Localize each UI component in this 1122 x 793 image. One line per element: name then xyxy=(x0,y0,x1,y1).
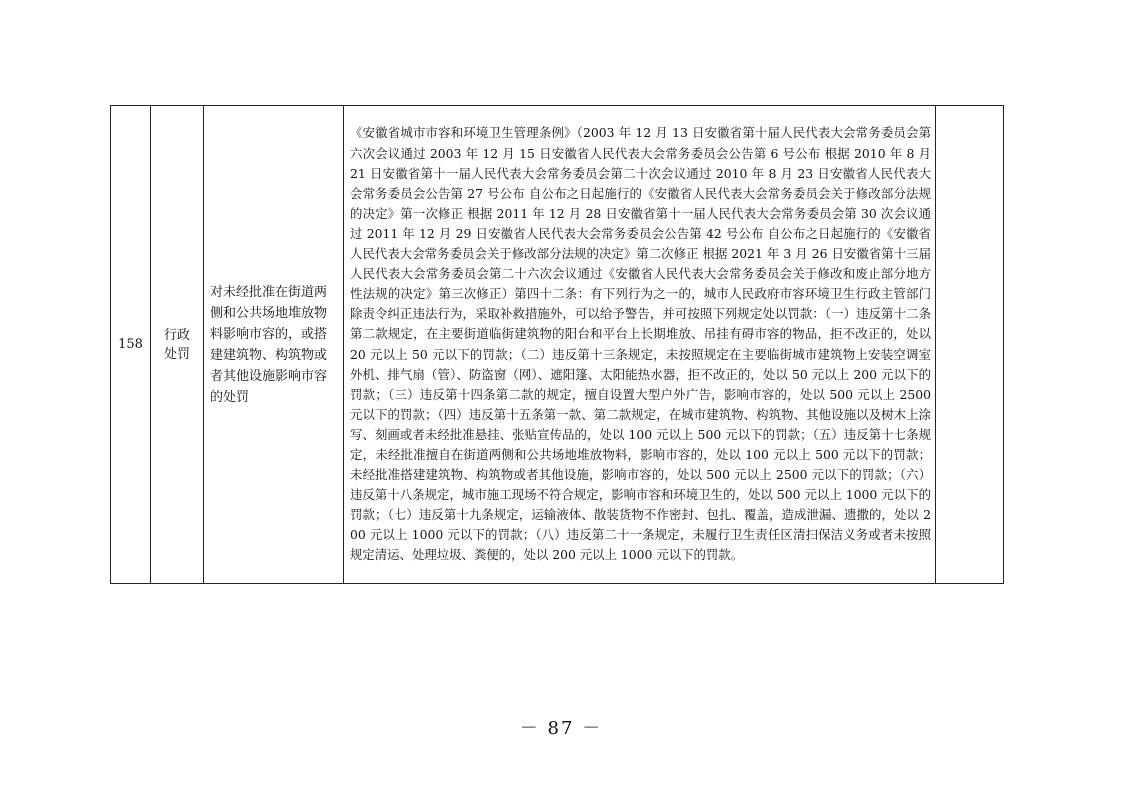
category-cell xyxy=(151,106,204,584)
table-row xyxy=(111,106,1004,584)
power-category: 行政处罚 xyxy=(163,327,190,362)
item-name-cell xyxy=(204,106,344,584)
legal-basis-cell xyxy=(344,106,936,584)
item-name: 对未经批准在街道两侧和公共场地堆放物料影响市容的，或搭建建筑物、构筑物或者其他设施影响市容的处罚 xyxy=(210,284,328,405)
legal-basis-text: 《安徽省城市市容和环境卫生管理条例》（2003 年 12 月 13 日安徽省第十届人民代表大会常务委员会第六次会议通过 2003 年 12 月 15 日安徽省人民代表大会常务委员会公告第 6 号公布 根据 2010 年 8 月 21 日安徽省第十一届人民代表大会常务委员会第二十次会议通过 2010 年 8 月 23 日安徽省人民代表大会常务委员会公告第 27 号公布 自公布之日起施行的《安徽省人民代表大会常务委员会关于修改部分法规的决定》第一次修正 根据 2011 年 12 月 28 日安徽省第十一届人民代表大会常务委员会第 30 次会议通过 2011 年 12 月 29 日安徽省人民代表大会常务委员会公告第 42 号公布 自公布之日起施行的《安徽省人民代表大会常务委员会关于修改部分法规的决定》第二次修正 根据 2021 年 3 月 26 日安徽省第十三届人民代表大会常务委员会第二十六次会议通过《安徽省人民代表大会常务委员会关于修改和废止部分地方性法规的决定》第三次修正）第四十二条：有下列行为之一的，城市人民政府市容环境卫生行政主管部门除责令纠正违法行为，采取补救措施外，可以给予警告，并可按照下列规定处以罚款：（一）违反第十二条第二款规定，在主要街道临街建筑物的阳台和平台上长期堆放、吊挂有碍市容的物品，拒不改正的，处以 20 元以上 50 元以下的罚款；（二）违反第十三条规定，未按照规定在主要临街城市建筑物上安装空调室外机、排气扇（管）、防盗窗（网）、遮阳篷、太阳能热水器，拒不改正的，处以 50 元以上 200 元以下的罚款；（三）违反第十四条第二款的规定，擅自设置大型户外广告，影响市容的，处以 500 元以上 2500 元以下的罚款；（四）违反第十五条第一款、第二款规定，在城市建筑物、构筑物、其他设施以及树木上涂写、刻画或者未经批准悬挂、张贴宣传品的，处以 100 元以上 500 元以下的罚款；（五）违反第十七条规定，未经批准擅自在街道两侧和公共场地堆放物料，影响市容的，处以 100 元以上 500 元以下的罚款；未经批准搭建建筑物、构筑物或者其他设施，影响市容的，处以 500 元以上 2500 元以下的罚款；（六）违反第十八条规定，城市施工现场不符合规定，影响市容和环境卫生的，处以 500 元以上 1000 元以下的罚款；（七）违反第十九条规定，运输液体、散装货物不作密封、包扎、覆盖，造成泄漏、遗撒的，处以 200 元以上 1000 元以下的罚款；（八）违反第二十一条规定，未履行卫生责任区清扫保洁义务或者未按照规定清运、处理垃圾、粪便的，处以 200 元以上 1000 元以下的罚款。 xyxy=(350,125,931,563)
note-cell xyxy=(936,106,1004,584)
row-number-cell xyxy=(111,106,151,584)
row-number: 158 xyxy=(118,336,143,352)
page-number: － 87 － xyxy=(519,718,603,739)
power-list-table xyxy=(110,105,1004,584)
